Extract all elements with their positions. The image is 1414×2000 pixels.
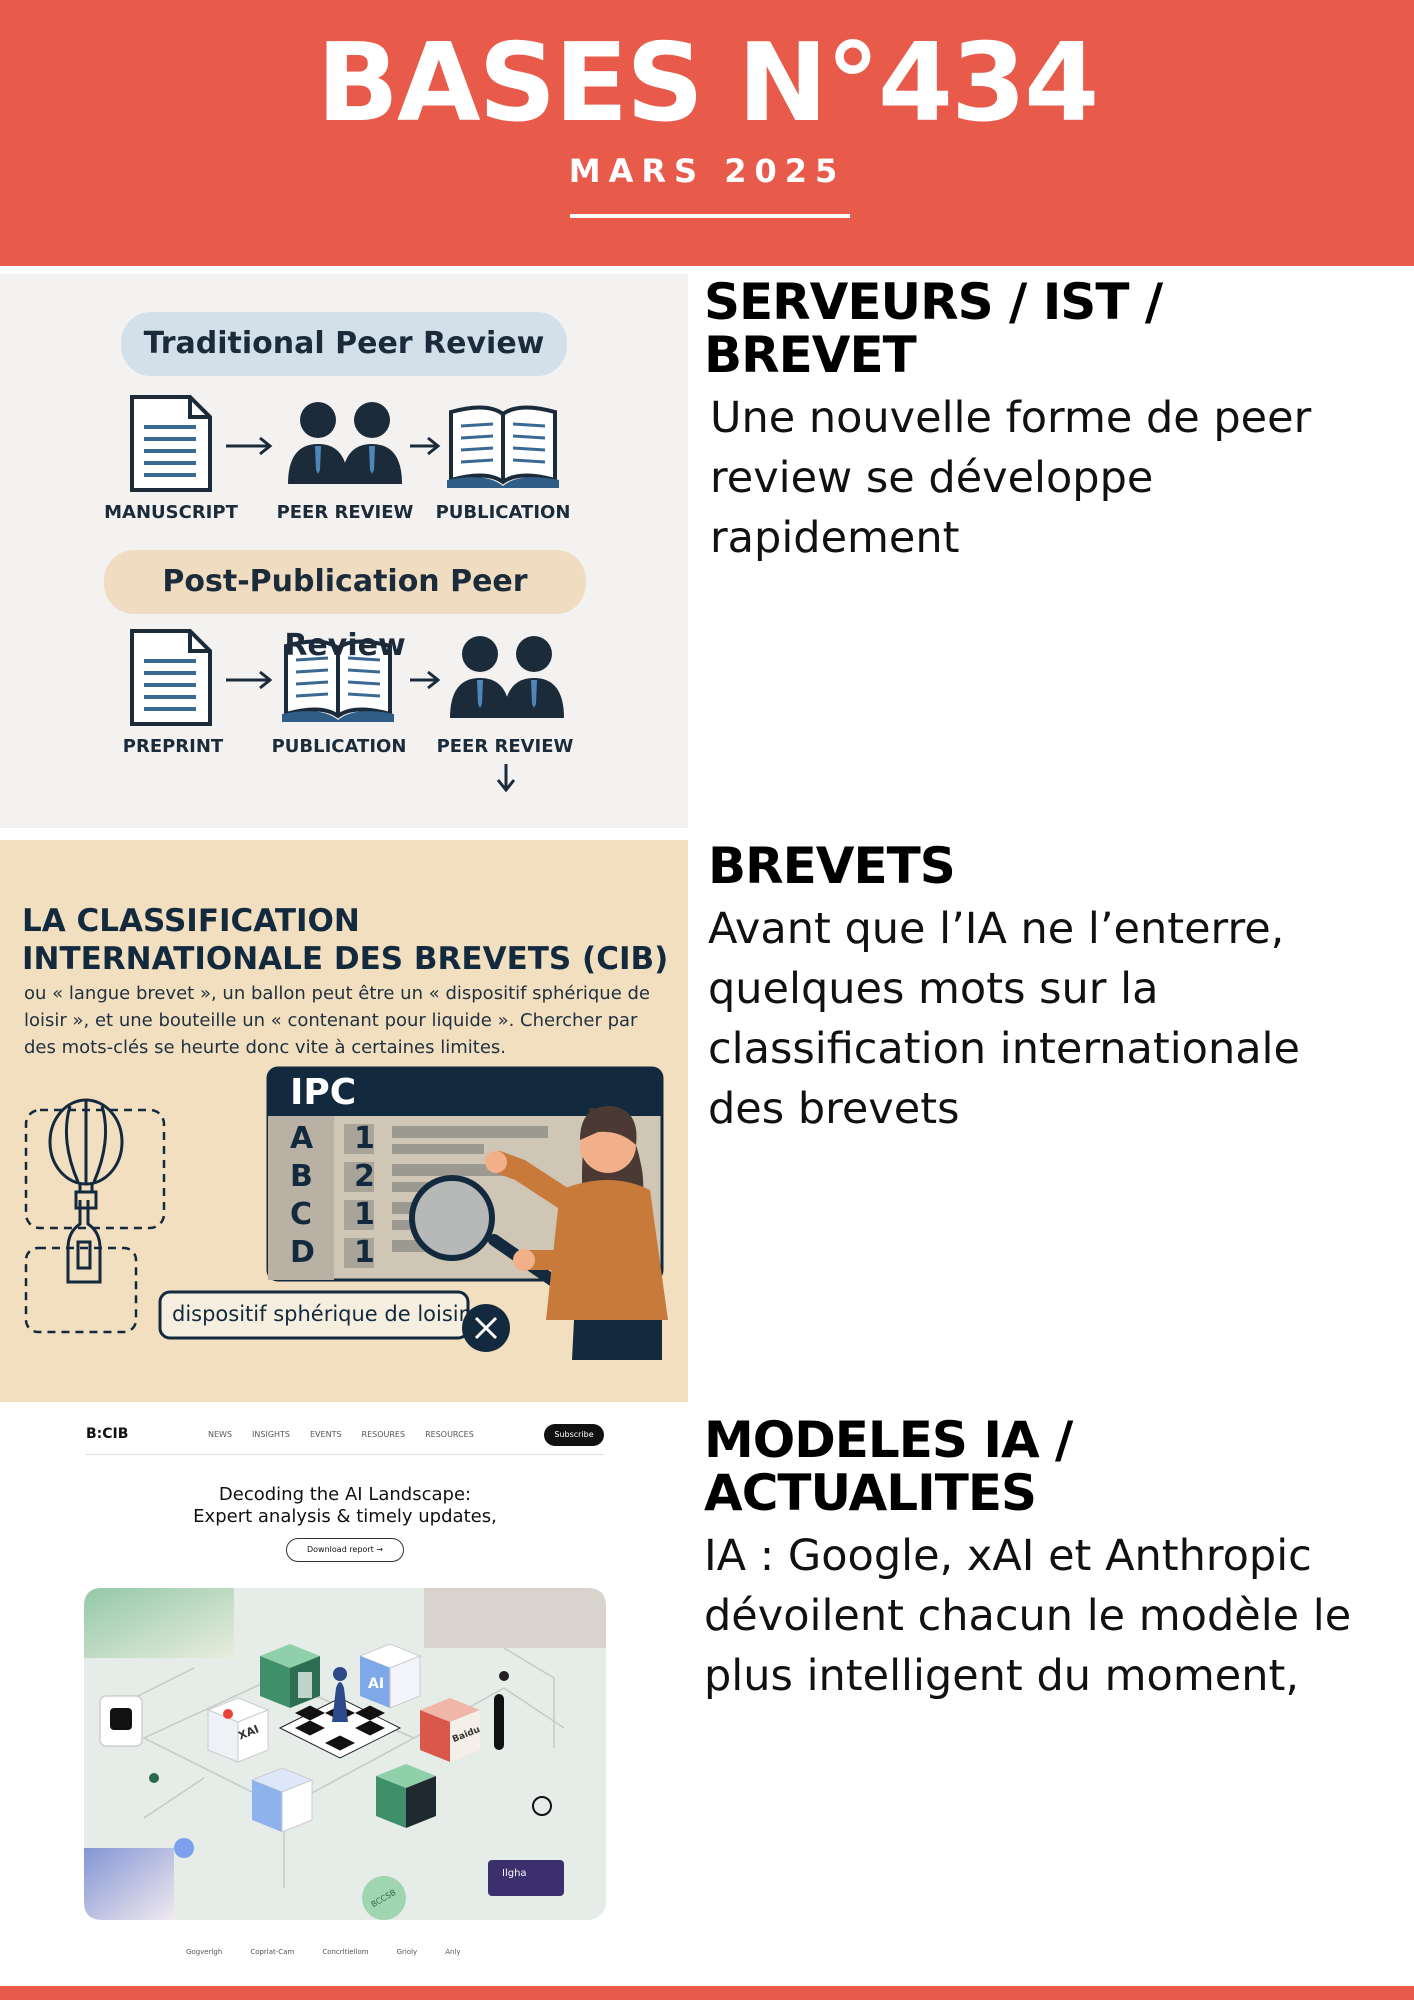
- ipc-row: [290, 1158, 380, 1196]
- article-modeles-ia[interactable]: [0, 1410, 1414, 1980]
- cube-label: AI: [368, 1676, 385, 1692]
- balloon-icon: [50, 1100, 122, 1208]
- article-summary-1: Une nouvelle forme de peer review se développe rapidement: [710, 393, 1312, 563]
- close-icon: [462, 1304, 510, 1352]
- mock-footer-link[interactable]: Grioly: [396, 1948, 418, 1956]
- article-summary-3: IA : Google, xAI et Anthropic dévoilent chacun le modèle le plus intelligent du moment,: [704, 1531, 1352, 1701]
- cube-label: Ilgha: [502, 1868, 527, 1879]
- cube-dark: [376, 1764, 436, 1828]
- peer-review-illustration[interactable]: [0, 274, 688, 828]
- article-heading-3[interactable]: [704, 1411, 1394, 1522]
- preprint-icon: [132, 631, 210, 724]
- article-text-1: [704, 273, 1394, 568]
- issue-title: BASES N°434: [316, 21, 1098, 146]
- footer-bar: [0, 1986, 1414, 2000]
- ipc-row: [290, 1196, 380, 1234]
- mock-nav: [208, 1430, 474, 1439]
- heading-line: MODELES IA /: [704, 1411, 1073, 1469]
- ipc-letter: D: [290, 1235, 315, 1270]
- ipc-row: [290, 1120, 380, 1158]
- mock-nav-item[interactable]: RESOURCES: [425, 1430, 474, 1439]
- mock-footer-link[interactable]: Gogverlgh: [186, 1948, 223, 1956]
- cib-body: ou « langue brevet », un ballon peut être un « dispositif sphérique de loisir », et une bouteille un « contenant pour liquide ». Chercher par des mots-clés se heurte donc vite à certaines limites.: [24, 983, 651, 1058]
- ipc-rows: [290, 1120, 380, 1272]
- mock-footer: [186, 1948, 461, 1956]
- cib-title-line: INTERNATIONALE DES BREVETS (CIB): [22, 941, 669, 977]
- mock-headline-line: Expert analysis & timely updates,: [193, 1506, 497, 1527]
- post-reviewers-icon: [450, 636, 564, 718]
- cube-green: [260, 1644, 320, 1708]
- mock-nav-item[interactable]: EVENTS: [310, 1430, 342, 1439]
- step-post-publication: PUBLICATION: [271, 736, 407, 757]
- ipc-number: 1: [354, 1235, 375, 1270]
- article-brevets[interactable]: [0, 837, 1414, 1402]
- publication-icon: [447, 407, 559, 488]
- manuscript-icon: [132, 397, 210, 490]
- ai-landscape-illustration[interactable]: [0, 1410, 688, 1980]
- article-peer-review[interactable]: [0, 274, 1414, 828]
- issue-date: MARS 2025: [568, 152, 846, 190]
- mock-divider: [86, 1454, 604, 1455]
- cube-label: XAI: [236, 1722, 261, 1743]
- step-post-peer-review: PEER REVIEW: [436, 736, 574, 757]
- article-text-2: [708, 837, 1398, 1139]
- masthead-divider: [570, 214, 850, 218]
- reviewers-icon: [288, 402, 402, 484]
- search-query: dispositif sphérique de loisir: [172, 1302, 468, 1326]
- ipc-letter: C: [290, 1197, 313, 1232]
- cube-label: BCCSB: [369, 1887, 398, 1910]
- mock-logo: B:CIB: [86, 1426, 129, 1442]
- ipc-row: [290, 1234, 380, 1272]
- cib-title-line: LA CLASSIFICATION: [22, 903, 360, 939]
- traditional-pill: Traditional Peer Review: [121, 312, 567, 376]
- cube-label: Baidu: [451, 1724, 482, 1746]
- step-peer-review: PEER REVIEW: [276, 502, 414, 523]
- ipc-number: 1: [354, 1197, 375, 1232]
- bottle-icon: [68, 1200, 100, 1282]
- mock-nav-item[interactable]: NEWS: [208, 1430, 233, 1439]
- mock-nav-item[interactable]: RESOURES: [361, 1430, 406, 1439]
- mock-footer-link[interactable]: Concrltiellom: [322, 1948, 369, 1956]
- masthead: [0, 0, 1414, 266]
- ipc-number: 2: [354, 1159, 375, 1194]
- cube-blue: [252, 1768, 312, 1832]
- post-publication-pill: Post-Publication Peer Review: [104, 550, 586, 614]
- step-publication: PUBLICATION: [435, 502, 571, 523]
- mock-nav-item[interactable]: INSIGHTS: [252, 1430, 290, 1439]
- cib-illustration[interactable]: [0, 840, 688, 1402]
- mock-footer-link[interactable]: Anly: [445, 1948, 461, 1956]
- ipc-label: IPC: [290, 1072, 357, 1113]
- ipc-letter: B: [290, 1159, 313, 1194]
- step-manuscript: MANUSCRIPT: [104, 502, 238, 523]
- mock-headline-line: Decoding the AI Landscape:: [218, 1484, 472, 1505]
- heading-line: SERVEURS / IST /: [704, 273, 1163, 331]
- ipc-number: 1: [354, 1121, 375, 1156]
- heading-line: ACTUALITES: [704, 1464, 1036, 1522]
- article-text-3: [704, 1411, 1394, 1706]
- article-heading-1[interactable]: [704, 273, 1394, 384]
- article-heading-2[interactable]: BREVETS: [708, 837, 955, 895]
- step-preprint: PREPRINT: [122, 736, 224, 757]
- mock-download-button[interactable]: Download report →: [286, 1538, 404, 1562]
- ipc-letter: A: [290, 1121, 314, 1156]
- article-summary-2: Avant que l’IA ne l’enterre, quelques mots sur la classification internationale des brevets: [708, 904, 1300, 1134]
- heading-line: BREVET: [704, 326, 916, 384]
- mock-headline: [86, 1484, 604, 1528]
- mock-subscribe-button[interactable]: Subscribe: [544, 1424, 604, 1446]
- mock-footer-link[interactable]: Coprlat-Cam: [250, 1948, 295, 1956]
- ai-iso-scene: [84, 1588, 606, 1920]
